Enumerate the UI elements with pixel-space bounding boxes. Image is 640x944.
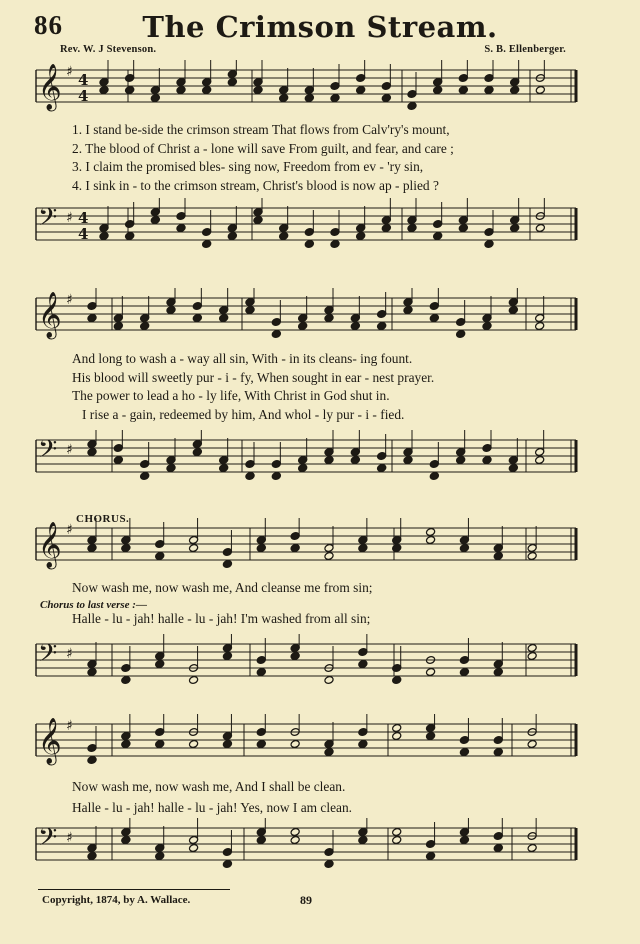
note-head xyxy=(510,86,520,95)
note-head xyxy=(113,456,123,465)
note-head xyxy=(298,464,308,473)
note-head xyxy=(324,456,334,465)
note-head xyxy=(426,852,436,861)
note-head xyxy=(482,322,492,331)
footer-rule xyxy=(38,889,230,890)
note-head xyxy=(87,544,97,553)
note-head xyxy=(113,322,123,331)
bass-staff-chorus-1 xyxy=(0,634,640,694)
note-head xyxy=(459,836,469,845)
chorus-line-2: Now wash me, now wash me, And I shall be clean. xyxy=(72,779,346,794)
verse-3-line-1: 3. I claim the promised bles- sing now, Freedom from ev - 'ry sin, xyxy=(72,159,424,174)
note-head xyxy=(392,836,402,845)
note-head xyxy=(459,748,469,757)
note-head xyxy=(377,464,387,473)
note-head xyxy=(527,552,537,561)
copyright-notice: Copyright, 1874, by A. Wallace. xyxy=(42,894,191,906)
note-head xyxy=(87,314,97,323)
note-head xyxy=(87,448,97,457)
verse-1-line-2: And long to wash a - way all sin, With - in its cleans- ing fount. xyxy=(72,351,413,366)
note-head xyxy=(381,94,391,103)
note-head xyxy=(407,102,417,111)
time-signature-bottom: 4 xyxy=(78,225,89,243)
note-head xyxy=(140,472,150,481)
note-head xyxy=(324,314,334,323)
note-head xyxy=(330,94,340,103)
note-head xyxy=(176,86,186,95)
note-head xyxy=(87,756,97,765)
note-head xyxy=(392,732,402,741)
note-head xyxy=(222,860,232,869)
note-head xyxy=(150,94,160,103)
note-head xyxy=(429,472,439,481)
note-head xyxy=(245,306,255,315)
note-head xyxy=(279,232,289,241)
bass-staff-chorus-2 xyxy=(0,818,640,878)
note-head xyxy=(253,86,263,95)
note-head xyxy=(256,544,266,553)
treble-clef-icon: 𝄞 xyxy=(38,292,62,338)
note-head xyxy=(535,322,545,331)
note-head xyxy=(456,456,466,465)
note-head xyxy=(271,472,281,481)
note-head xyxy=(304,240,314,249)
sharp-icon: ♯ xyxy=(66,522,73,538)
note-head xyxy=(429,314,439,323)
note-head xyxy=(222,652,232,661)
note-head xyxy=(121,740,131,749)
note-head xyxy=(527,652,537,661)
verse-1-line-1: 1. I stand be-side the crimson stream That flows from Calv'ry's mount, xyxy=(72,122,450,137)
note-head xyxy=(290,740,300,749)
note-head xyxy=(433,232,443,241)
treble-staff-chorus-2 xyxy=(0,714,640,774)
note-head xyxy=(256,668,266,677)
note-head xyxy=(535,456,545,465)
verse-3-line-2: The power to lead a ho - ly life, With Christ in God shut in. xyxy=(72,388,390,403)
note-head xyxy=(192,314,202,323)
treble-clef-icon: 𝄞 xyxy=(38,718,62,764)
note-head xyxy=(493,748,503,757)
note-head xyxy=(121,544,131,553)
note-head xyxy=(426,536,436,545)
note-head xyxy=(527,740,537,749)
treble-staff-system-2 xyxy=(0,288,640,348)
note-head xyxy=(433,86,443,95)
note-head xyxy=(227,78,237,87)
sharp-icon: ♯ xyxy=(66,830,73,846)
note-head xyxy=(358,544,368,553)
note-head xyxy=(535,86,545,95)
note-head xyxy=(392,544,402,553)
note-head xyxy=(219,464,229,473)
bass-staff-system-2 xyxy=(0,430,640,490)
sharp-icon: ♯ xyxy=(66,718,73,734)
hymn-title: The Crimson Stream. xyxy=(142,10,498,44)
author-credit: Rev. W. J Stevenson. xyxy=(60,44,157,55)
note-head xyxy=(290,652,300,661)
sharp-icon: ♯ xyxy=(66,442,73,458)
note-head xyxy=(155,852,165,861)
note-head xyxy=(219,314,229,323)
note-head xyxy=(279,94,289,103)
verse-4-line-1: 4. I sink in - to the crimson stream, Christ's blood is now ap - plied ? xyxy=(72,178,439,193)
note-head xyxy=(535,224,545,233)
note-head xyxy=(222,560,232,569)
note-head xyxy=(459,544,469,553)
note-head xyxy=(527,844,537,853)
note-head xyxy=(358,836,368,845)
note-head xyxy=(356,86,366,95)
sharp-icon: ♯ xyxy=(66,646,73,662)
note-head xyxy=(166,464,176,473)
note-head xyxy=(426,528,436,537)
chorus-last-verse-note: Chorus to last verse :— xyxy=(40,599,147,611)
note-head xyxy=(166,306,176,315)
treble-staff-system-1 xyxy=(0,60,640,120)
note-head xyxy=(350,322,360,331)
note-head xyxy=(324,676,334,685)
note-head xyxy=(99,232,109,241)
note-head xyxy=(298,322,308,331)
chorus-label: CHORUS. xyxy=(76,513,130,525)
verse-2-line-2: His blood will sweetly pur - i - fy, When sought in ear - nest prayer. xyxy=(72,370,435,385)
note-head xyxy=(189,844,199,853)
note-head xyxy=(253,216,263,225)
note-head xyxy=(426,668,436,677)
bass-clef-icon: 𝄢 xyxy=(38,823,58,858)
note-head xyxy=(202,86,212,95)
treble-staff-chorus-1 xyxy=(0,518,640,578)
note-head xyxy=(155,740,165,749)
note-head xyxy=(484,86,494,95)
note-head xyxy=(202,240,212,249)
note-head xyxy=(290,828,300,837)
note-head xyxy=(189,740,199,749)
note-head xyxy=(330,240,340,249)
chorus-alt-line-2: Halle - lu - jah! halle - lu - jah! Yes, now I am clean. xyxy=(72,800,352,815)
time-signature-top: 4 xyxy=(78,209,89,227)
note-head xyxy=(527,644,537,653)
note-head xyxy=(458,86,468,95)
note-head xyxy=(87,852,97,861)
chorus-line-1: Now wash me, now wash me, And cleanse me from sin; xyxy=(72,580,373,595)
note-head xyxy=(125,232,135,241)
bass-clef-icon: 𝄢 xyxy=(38,435,58,470)
verse-2-line-1: 2. The blood of Christ a - lone will save From guilt, and fear, and care ; xyxy=(72,141,454,156)
note-head xyxy=(403,456,413,465)
note-head xyxy=(350,456,360,465)
time-signature-bottom: 4 xyxy=(78,87,89,105)
note-head xyxy=(458,224,468,233)
note-head xyxy=(192,448,202,457)
note-head xyxy=(484,240,494,249)
sharp-icon: ♯ xyxy=(66,64,73,80)
note-head xyxy=(245,472,255,481)
note-head xyxy=(377,322,387,331)
note-head xyxy=(140,322,150,331)
note-head xyxy=(125,86,135,95)
note-head xyxy=(392,724,402,733)
note-head xyxy=(356,232,366,241)
note-head xyxy=(508,464,518,473)
note-head xyxy=(290,544,300,553)
note-head xyxy=(324,748,334,757)
note-head xyxy=(121,836,131,845)
note-head xyxy=(227,232,237,241)
note-head xyxy=(256,836,266,845)
note-head xyxy=(87,668,97,677)
bass-clef-icon: 𝄢 xyxy=(38,639,58,674)
note-head xyxy=(271,330,281,339)
sharp-icon: ♯ xyxy=(66,210,73,226)
treble-clef-icon: 𝄞 xyxy=(38,522,62,568)
note-head xyxy=(324,552,334,561)
note-head xyxy=(403,306,413,315)
note-head xyxy=(121,676,131,685)
note-head xyxy=(189,676,199,685)
sharp-icon: ♯ xyxy=(66,292,73,308)
bass-clef-icon: 𝄢 xyxy=(38,203,58,238)
note-head xyxy=(189,544,199,553)
note-head xyxy=(150,216,160,225)
note-head xyxy=(392,828,402,837)
note-head xyxy=(392,676,402,685)
note-head xyxy=(358,660,368,669)
page-number: 89 xyxy=(300,893,312,907)
note-head xyxy=(456,330,466,339)
verse-4-line-2: I rise a - gain, redeemed by him, And whol - ly pur - i - fied. xyxy=(82,407,405,422)
time-signature-top: 4 xyxy=(78,71,89,89)
note-head xyxy=(493,668,503,677)
note-head xyxy=(482,456,492,465)
note-head xyxy=(493,844,503,853)
note-head xyxy=(99,86,109,95)
chorus-alt-line-1: Halle - lu - jah! halle - lu - jah! I'm washed from all sin; xyxy=(72,611,371,626)
treble-clef-icon: 𝄞 xyxy=(38,64,62,110)
note-head xyxy=(222,740,232,749)
note-head xyxy=(459,668,469,677)
note-head xyxy=(256,740,266,749)
note-head xyxy=(290,836,300,845)
note-head xyxy=(324,860,334,869)
note-head xyxy=(381,224,391,233)
note-head xyxy=(508,306,518,315)
note-head xyxy=(155,660,165,669)
note-head xyxy=(510,224,520,233)
note-head xyxy=(493,552,503,561)
note-head xyxy=(155,552,165,561)
bass-staff-system-1 xyxy=(0,198,640,258)
hymn-number: 86 xyxy=(34,10,63,40)
note-head xyxy=(304,94,314,103)
note-head xyxy=(176,224,186,233)
composer-credit: S. B. Ellenberger. xyxy=(484,44,566,55)
note-head xyxy=(426,732,436,741)
note-head xyxy=(358,740,368,749)
note-head xyxy=(407,224,417,233)
